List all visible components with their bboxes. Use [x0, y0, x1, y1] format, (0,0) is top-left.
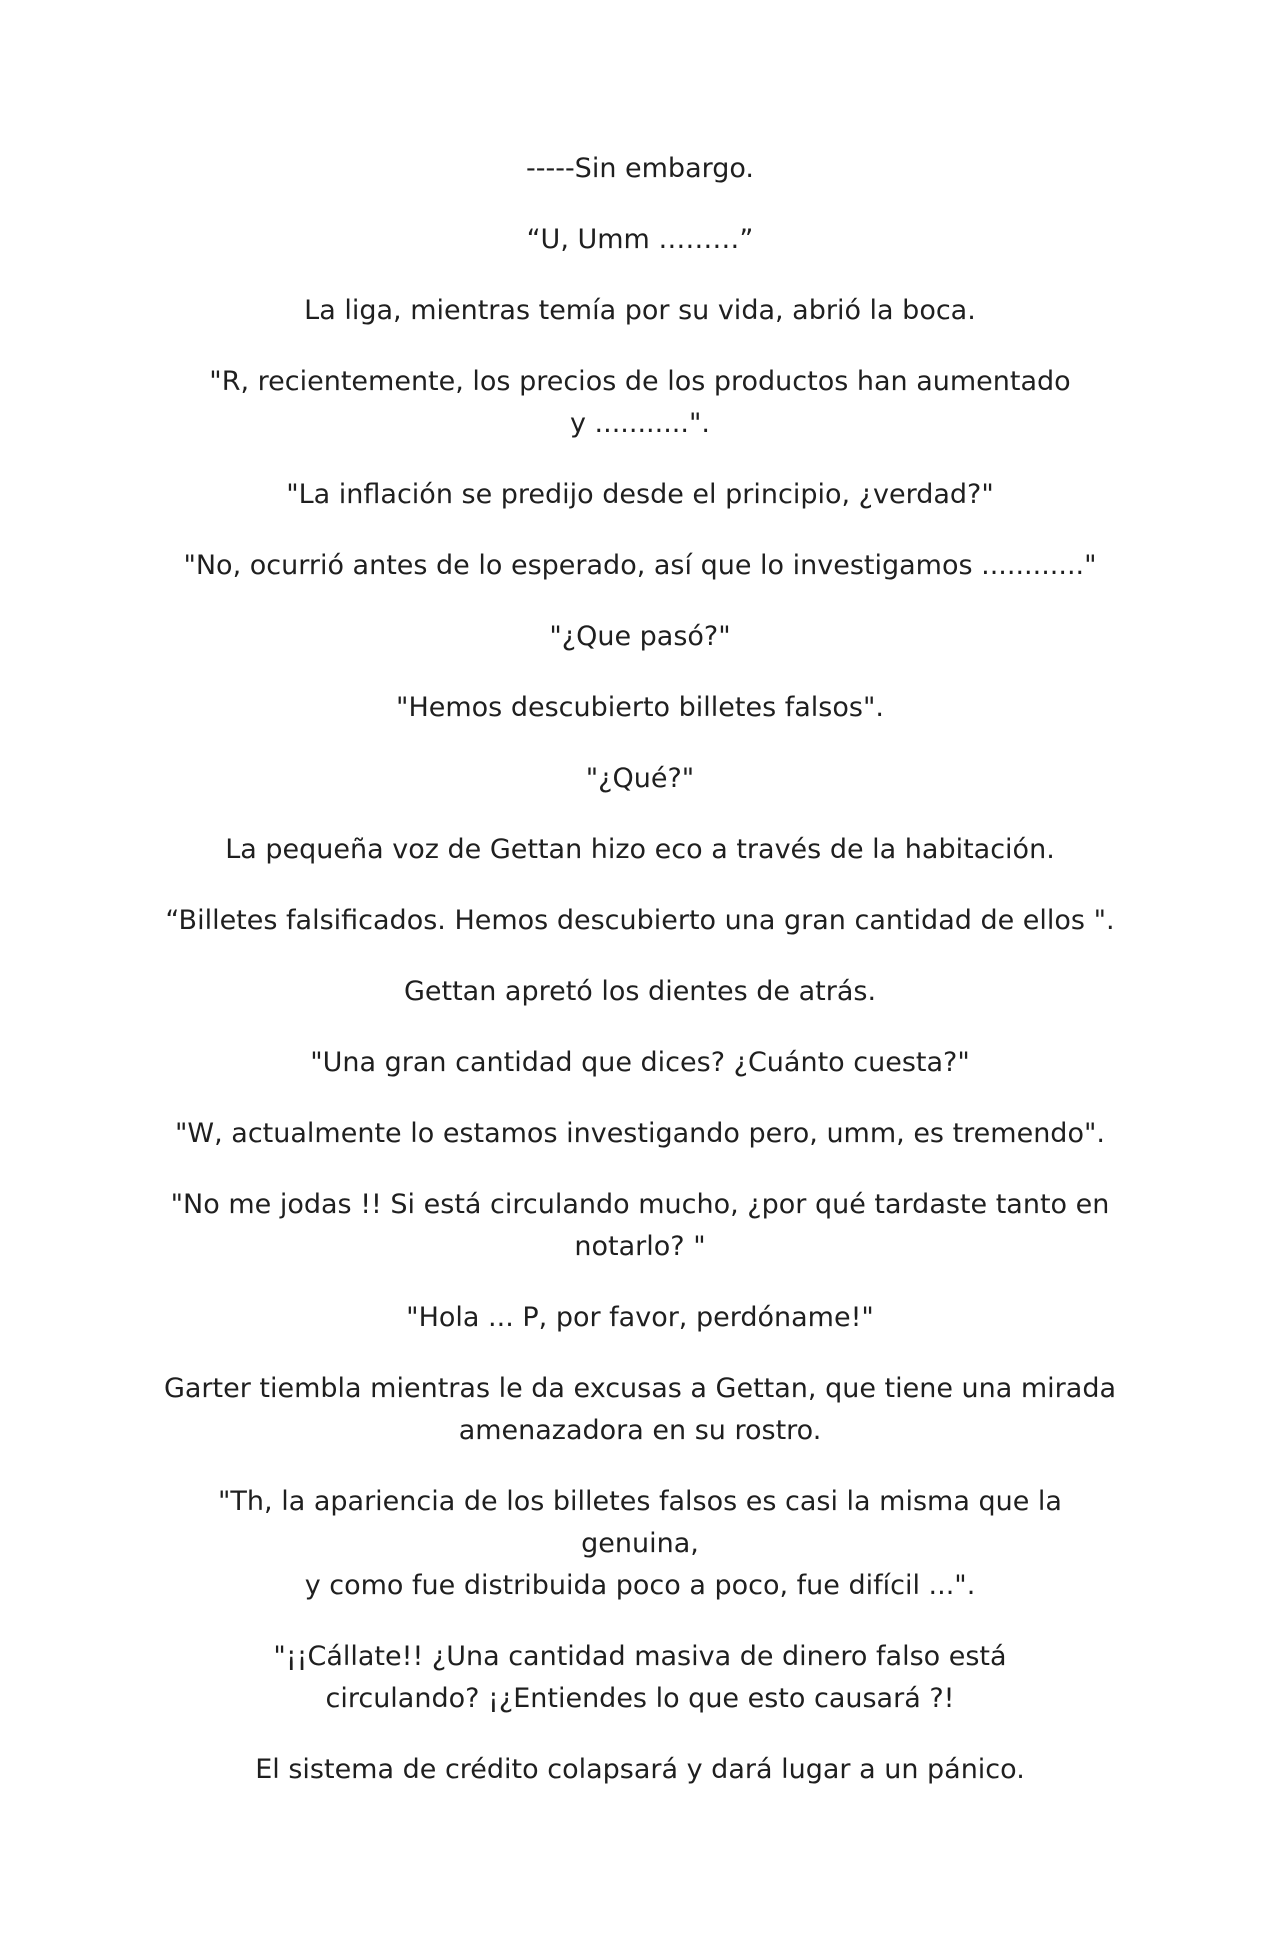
paragraph: Gettan apretó los dientes de atrás.	[403, 976, 877, 1007]
paragraph: "W, actualmente lo estamos investigando pero, umm, es tremendo".	[175, 1118, 1105, 1149]
paragraph: “U, Umm ………”	[526, 224, 754, 255]
paragraph: La pequeña voz de Gettan hizo eco a través de la habitación.	[225, 834, 1055, 865]
paragraph: "No me jodas !! Si está circulando mucho, ¿por qué tardaste tanto en notarlo? "	[170, 1189, 1110, 1262]
paragraph: “Billetes falsificados. Hemos descubierto una gran cantidad de ellos ".	[165, 905, 1115, 936]
paragraph: -----Sin embargo.	[525, 153, 755, 184]
story-text	[160, 148, 1120, 1820]
paragraph: "No, ocurrió antes de lo esperado, así que lo investigamos ............"	[183, 550, 1097, 581]
paragraph: Garter tiembla mientras le da excusas a Gettan, que tiene una mirada amenazadora en su rostro.	[163, 1373, 1117, 1446]
paragraph: "Una gran cantidad que dices? ¿Cuánto cuesta?"	[310, 1047, 970, 1078]
paragraph: "¡¡Cállate!! ¿Una cantidad masiva de dinero falso está circulando? ¡¿Entiendes lo que esto causará ?!	[273, 1641, 1007, 1714]
paragraph: "Hemos descubierto billetes falsos".	[396, 692, 884, 723]
paragraph: "La inflación se predijo desde el principio, ¿verdad?"	[286, 479, 994, 510]
paragraph: La liga, mientras temía por su vida, abrió la boca.	[304, 295, 976, 326]
paragraph: "Hola ... P, por favor, perdóname!"	[406, 1302, 874, 1333]
paragraph: "Th, la apariencia de los billetes falsos es casi la misma que la genuina, y como fue distribuida poco a poco, fue difícil ...".	[218, 1486, 1062, 1601]
paragraph: "¿Que pasó?"	[549, 621, 731, 652]
paragraph: "R, recientemente, los precios de los productos han aumentado y ...........".	[209, 366, 1071, 439]
paragraph: "¿Qué?"	[585, 763, 695, 794]
paragraph: El sistema de crédito colapsará y dará lugar a un pánico.	[255, 1754, 1025, 1785]
